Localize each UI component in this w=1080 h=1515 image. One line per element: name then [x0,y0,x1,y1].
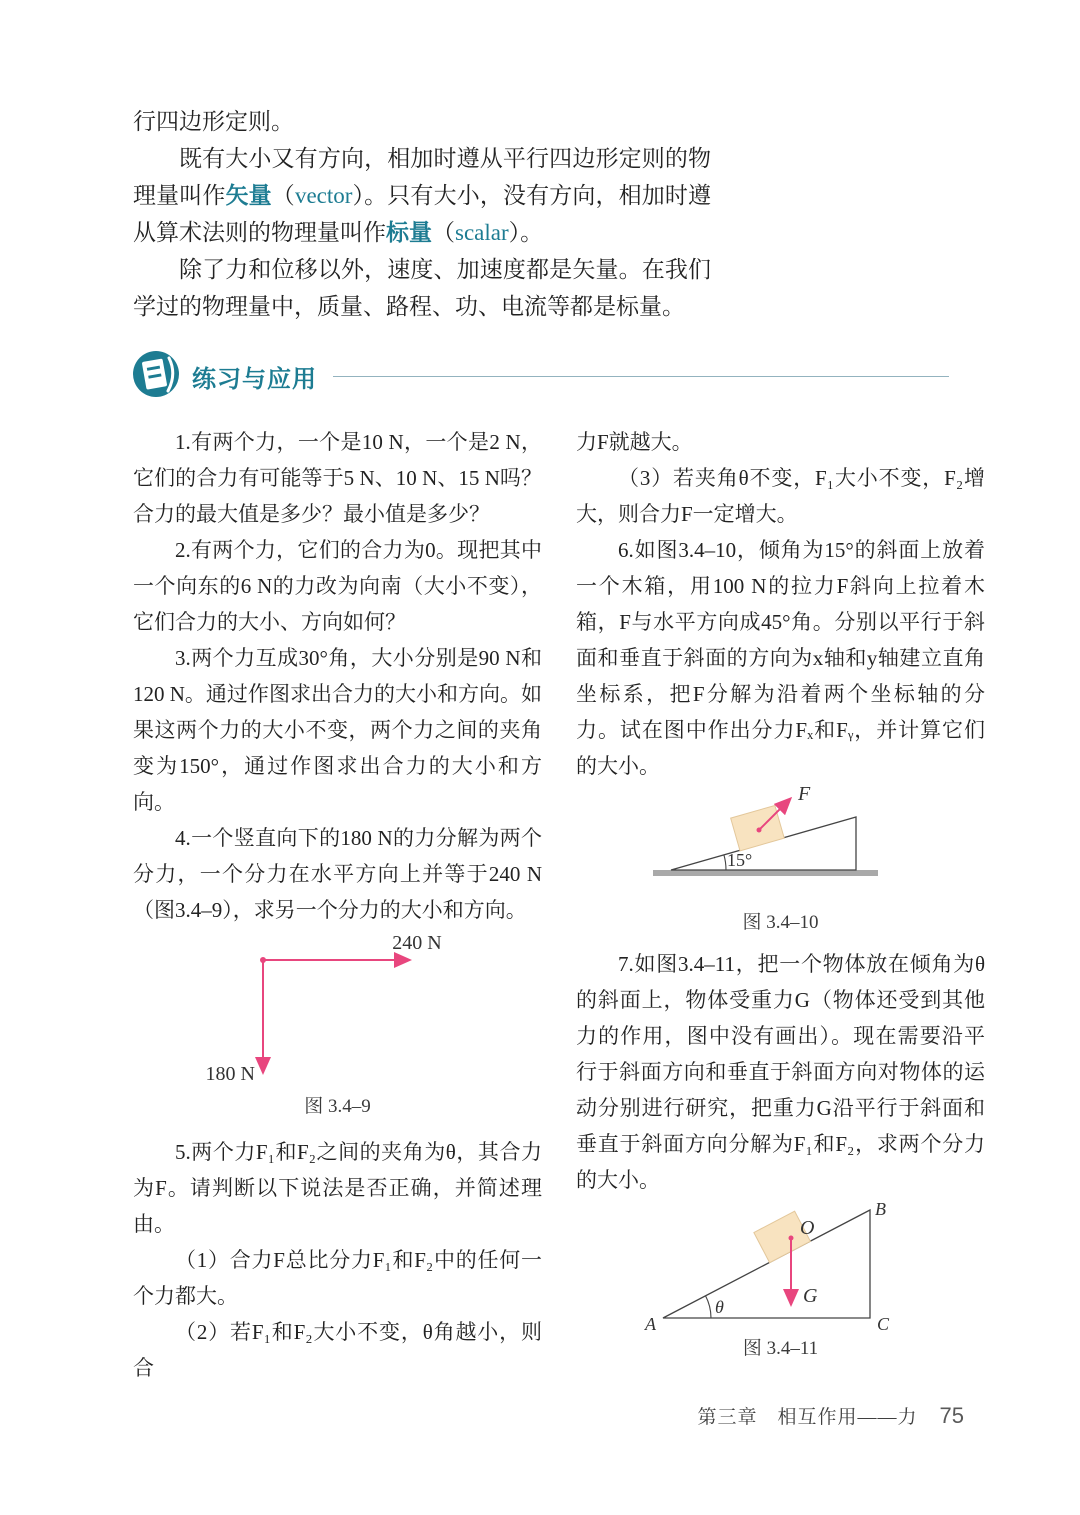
horizontal-force-label: 240 N [392,932,442,954]
vertex-a-label: A [645,1314,656,1332]
figure-3-4-10 [576,786,985,936]
gravity-label: G [803,1285,818,1307]
point-o-dot [789,1236,794,1241]
vertical-force-label: 180 N [205,1063,255,1085]
question-4: 4.一个竖直向下的180 N的力分解为两个分力，一个分力在水平方向上并等于240 N（图3.4–9），求另一个分力的大小和方向。 [133,826,542,922]
term-vector-cn: 矢量 [225,183,272,208]
chapter-title: 第三章 相互作用——力 [697,1407,918,1428]
intro-paragraph-vector-scalar [133,140,711,251]
page-footer [698,1402,965,1429]
intro-text: ）。 [508,220,544,245]
section-title: 练习与应用 [192,365,317,393]
point-o-label: O [800,1217,815,1239]
question-5-item-3: （3）若夹角θ不变，F₁大小不变，F₂增大，则合力F一定增大。 [576,466,985,526]
force-decomposition-diagram [133,932,540,1090]
right-column [576,424,985,1386]
intro-continuation-line: 行四边形定则。 [133,109,294,134]
question-5-item-2-continuation: 力F就越大。 [576,430,693,454]
term-scalar-cn: 标量 [386,220,432,245]
force-label: F [798,786,811,805]
notebook-pen-icon [131,348,183,405]
intro-text: 既有大小又有方向，相加时遵从平行四边形定则的物理量叫作 [133,146,711,208]
figure-caption: 图 3.4–10 [742,912,819,933]
incline-theta-diagram [576,1200,983,1332]
term-scalar-en: scalar [455,220,509,245]
incline-15deg-diagram [576,786,983,906]
question-1: 1.有两个力，一个是10 N，一个是2 N，它们的合力有可能等于5 N、10 N、15 N吗？合力的最大值是多少？最小值是多少？ [133,430,542,526]
vertex-b-label: B [875,1200,886,1219]
intro-section [133,103,711,325]
intro-text: ）。只有大小，没有方向，相加时遵从算术法则的物理量叫作 [133,183,712,245]
question-5-item-2: （2）若F₁和F₂大小不变，θ角越小，则合 [133,1320,542,1380]
figure-caption: 图 3.4–9 [304,1096,371,1117]
question-5: 5.两个力F₁和F₂之间的夹角为θ，其合力为F。请判断以下说法是否正确，并简述理由。 [133,1140,542,1236]
exercise-columns [133,424,985,1386]
figure-3-4-11 [576,1200,985,1362]
page-number: 75 [939,1403,964,1428]
vertex-c-label: C [877,1314,890,1332]
section-header-exercises [131,349,951,403]
question-2: 2.有两个力，它们的合力为0。现把其中一个向东的6 N的力改为向南（大小不变），它们合力的大小、方向如何？ [133,538,542,634]
incline-angle-label: 15° [727,850,753,870]
question-7: 7.如图3.4–11，把一个物体放在倾角为θ的斜面上，物体受重力G（物体还受到其他力的作用，图中没有画出）。现在需要沿平行于斜面方向和垂直于斜面方向对物体的运动分别进行研究，把重力G沿平行于斜面和垂直于斜面方向分解为F₁和F₂，求两个分力的大小。 [576,952,985,1192]
question-6: 6.如图3.4–10，倾角为15°的斜面上放着一个木箱，用100 N的拉力F斜向上拉着木箱，F与水平方向成45°角。分别以平行于斜面和垂直于斜面的方向为x轴和y轴建立直角坐标系，把F分解为沿着两个坐标轴的分力。试在图中作出分力Fₓ和Fᵧ，并计算它们的大小。 [576,538,985,778]
question-5-item-1: （1）合力F总比分力F₁和F₂中的任何一个力都大。 [133,1248,542,1308]
intro-text: （ [271,183,295,208]
incline-angle-label: θ [715,1297,724,1317]
left-column [133,424,542,1386]
figure-3-4-9 [133,932,542,1120]
intro-paragraph-examples: 除了力和位移以外，速度、加速度都是矢量。在我们学过的物理量中，质量、路程、功、电流等都是标量。 [133,257,711,319]
section-rule [333,376,949,377]
intro-text: （ [432,220,455,245]
figure-caption: 图 3.4–11 [742,1338,819,1359]
term-vector-en: vector [294,183,353,208]
question-3: 3.两个力互成30°角，大小分别是90 N和120 N。通过作图求出合力的大小和方向。如果这两个力的大小不变，两个力之间的夹角变为150°，通过作图求出合力的大小和方向。 [133,646,542,814]
